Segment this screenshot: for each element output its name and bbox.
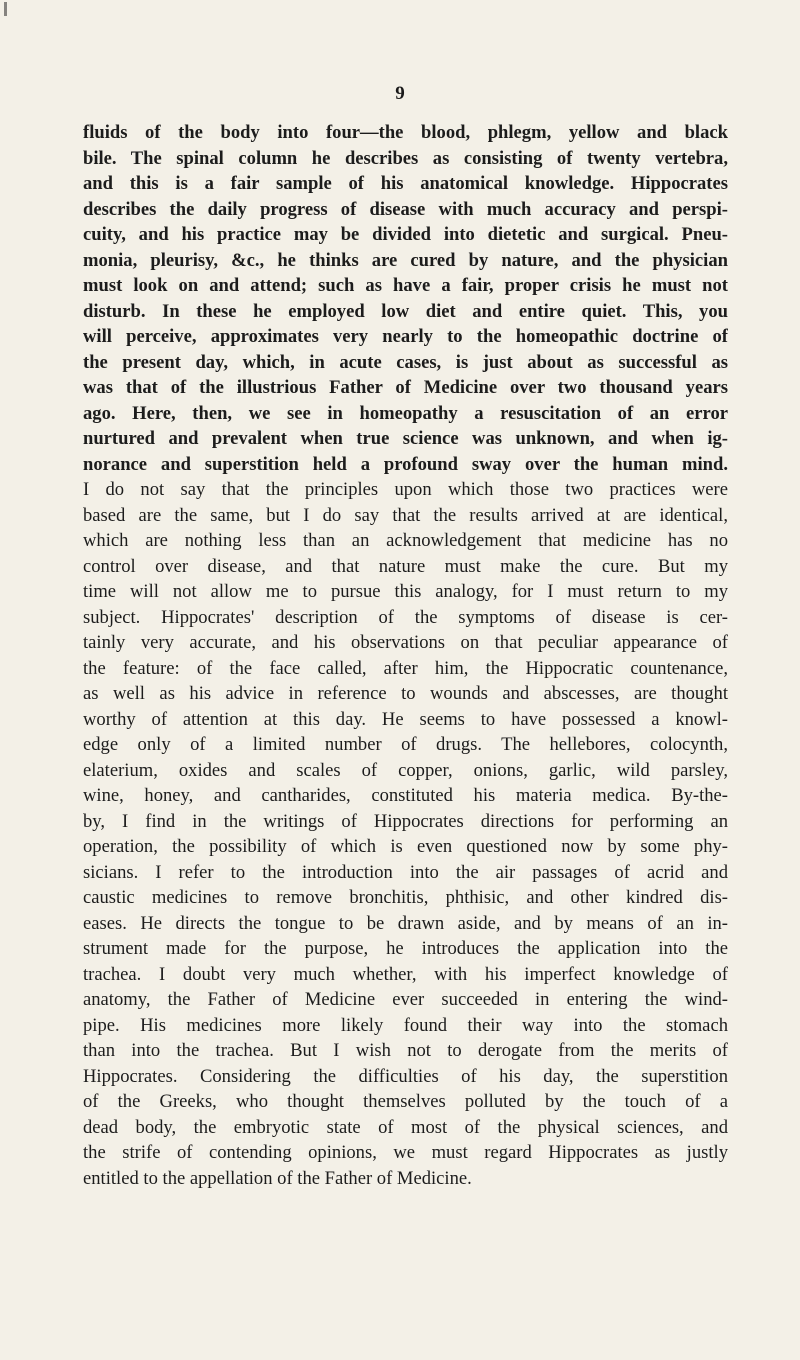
text-line: anatomy, the Father of Medicine ever succeeded in entering the wind- [83, 989, 728, 1010]
text-line: the present day, which, in acute cases, is just about as successful as [83, 351, 728, 373]
text-line: cuity, and his practice may be divided into dietetic and surgical. Pneu- [83, 224, 728, 245]
text-line: edge only of a limited number of drugs. The hellebores, colocynth, [83, 734, 728, 755]
text-line: caustic medicines to remove bronchitis, phthisic, and other kindred dis- [83, 887, 728, 908]
text-line: the feature: of the face called, after him, the Hippocratic countenance, [83, 657, 728, 679]
text-line: monia, pleurisy, &c., he thinks are cured by nature, and the physician [83, 249, 728, 271]
page-edge-mark [4, 2, 7, 16]
text-line: fluids of the body into four—the blood, phlegm, yellow and black [83, 122, 728, 143]
text-line: dead body, the embryotic state of most of the physical sciences, and [83, 1116, 728, 1138]
text-line: by, I find in the writings of Hippocrates directions for performing an [83, 810, 728, 832]
text-line: of the Greeks, who thought themselves polluted by the touch of a [83, 1091, 728, 1112]
text-line: disturb. In these he employed low diet and entire quiet. This, you [83, 300, 728, 322]
text-line: norance and superstition held a profound sway over the human mind. [83, 453, 728, 475]
text-line: which are nothing less than an acknowledgement that medicine has no [83, 530, 728, 551]
text-line: time will not allow me to pursue this analogy, for I must return to my [83, 581, 728, 602]
text-line: bile. The spinal column he describes as consisting of twenty vertebra, [83, 147, 728, 169]
text-line: entitled to the appellation of the Father of Medicine. [83, 1167, 472, 1189]
body-text [83, 120, 728, 1191]
text-line: control over disease, and that nature must make the cure. But my [83, 555, 728, 577]
text-line: as well as his advice in reference to wounds and abscesses, are thought [83, 683, 728, 704]
text-line: nurtured and prevalent when true science was unknown, and when ig- [83, 428, 728, 449]
text-line: subject. Hippocrates' description of the symptoms of disease is cer- [83, 606, 728, 628]
text-line: operation, the possibility of which is even questioned now by some phy- [83, 836, 728, 857]
text-line: trachea. I doubt very much whether, with his imperfect knowledge of [83, 963, 728, 985]
text-line: will perceive, approximates very nearly to the homeopathic doctrine of [83, 326, 728, 347]
text-line: than into the trachea. But I wish not to derogate from the merits of [83, 1040, 728, 1061]
text-line: eases. He directs the tongue to be drawn aside, and by means of an in- [83, 912, 728, 934]
text-line: tainly very accurate, and his observations on that peculiar appearance of [83, 632, 728, 653]
text-line: Hippocrates. Considering the difficulties of his day, the superstition [83, 1065, 728, 1087]
text-line: wine, honey, and cantharides, constituted his materia medica. By-the- [83, 785, 728, 806]
page-number: 9 [395, 83, 405, 104]
text-line: was that of the illustrious Father of Medicine over two thousand years [83, 377, 728, 398]
text-line: based are the same, but I do say that the results arrived at are identical, [83, 504, 728, 526]
text-line: I do not say that the principles upon which those two practices were [83, 479, 728, 500]
text-line: ago. Here, then, we see in homeopathy a resuscitation of an error [83, 402, 728, 424]
text-line: sicians. I refer to the introduction into the air passages of acrid and [83, 861, 728, 883]
text-line: describes the daily progress of disease with much accuracy and perspi- [83, 198, 728, 220]
text-line: elaterium, oxides and scales of copper, onions, garlic, wild parsley, [83, 759, 728, 781]
text-line: the strife of contending opinions, we must regard Hippocrates as justly [83, 1142, 728, 1163]
text-line: and this is a fair sample of his anatomical knowledge. Hippocrates [83, 173, 728, 194]
text-line: strument made for the purpose, he introduces the application into the [83, 938, 728, 959]
text-line: worthy of attention at this day. He seems to have possessed a knowl- [83, 708, 728, 730]
text-line: must look on and attend; such as have a fair, proper crisis he must not [83, 275, 728, 296]
text-line: pipe. His medicines more likely found their way into the stomach [83, 1014, 728, 1036]
